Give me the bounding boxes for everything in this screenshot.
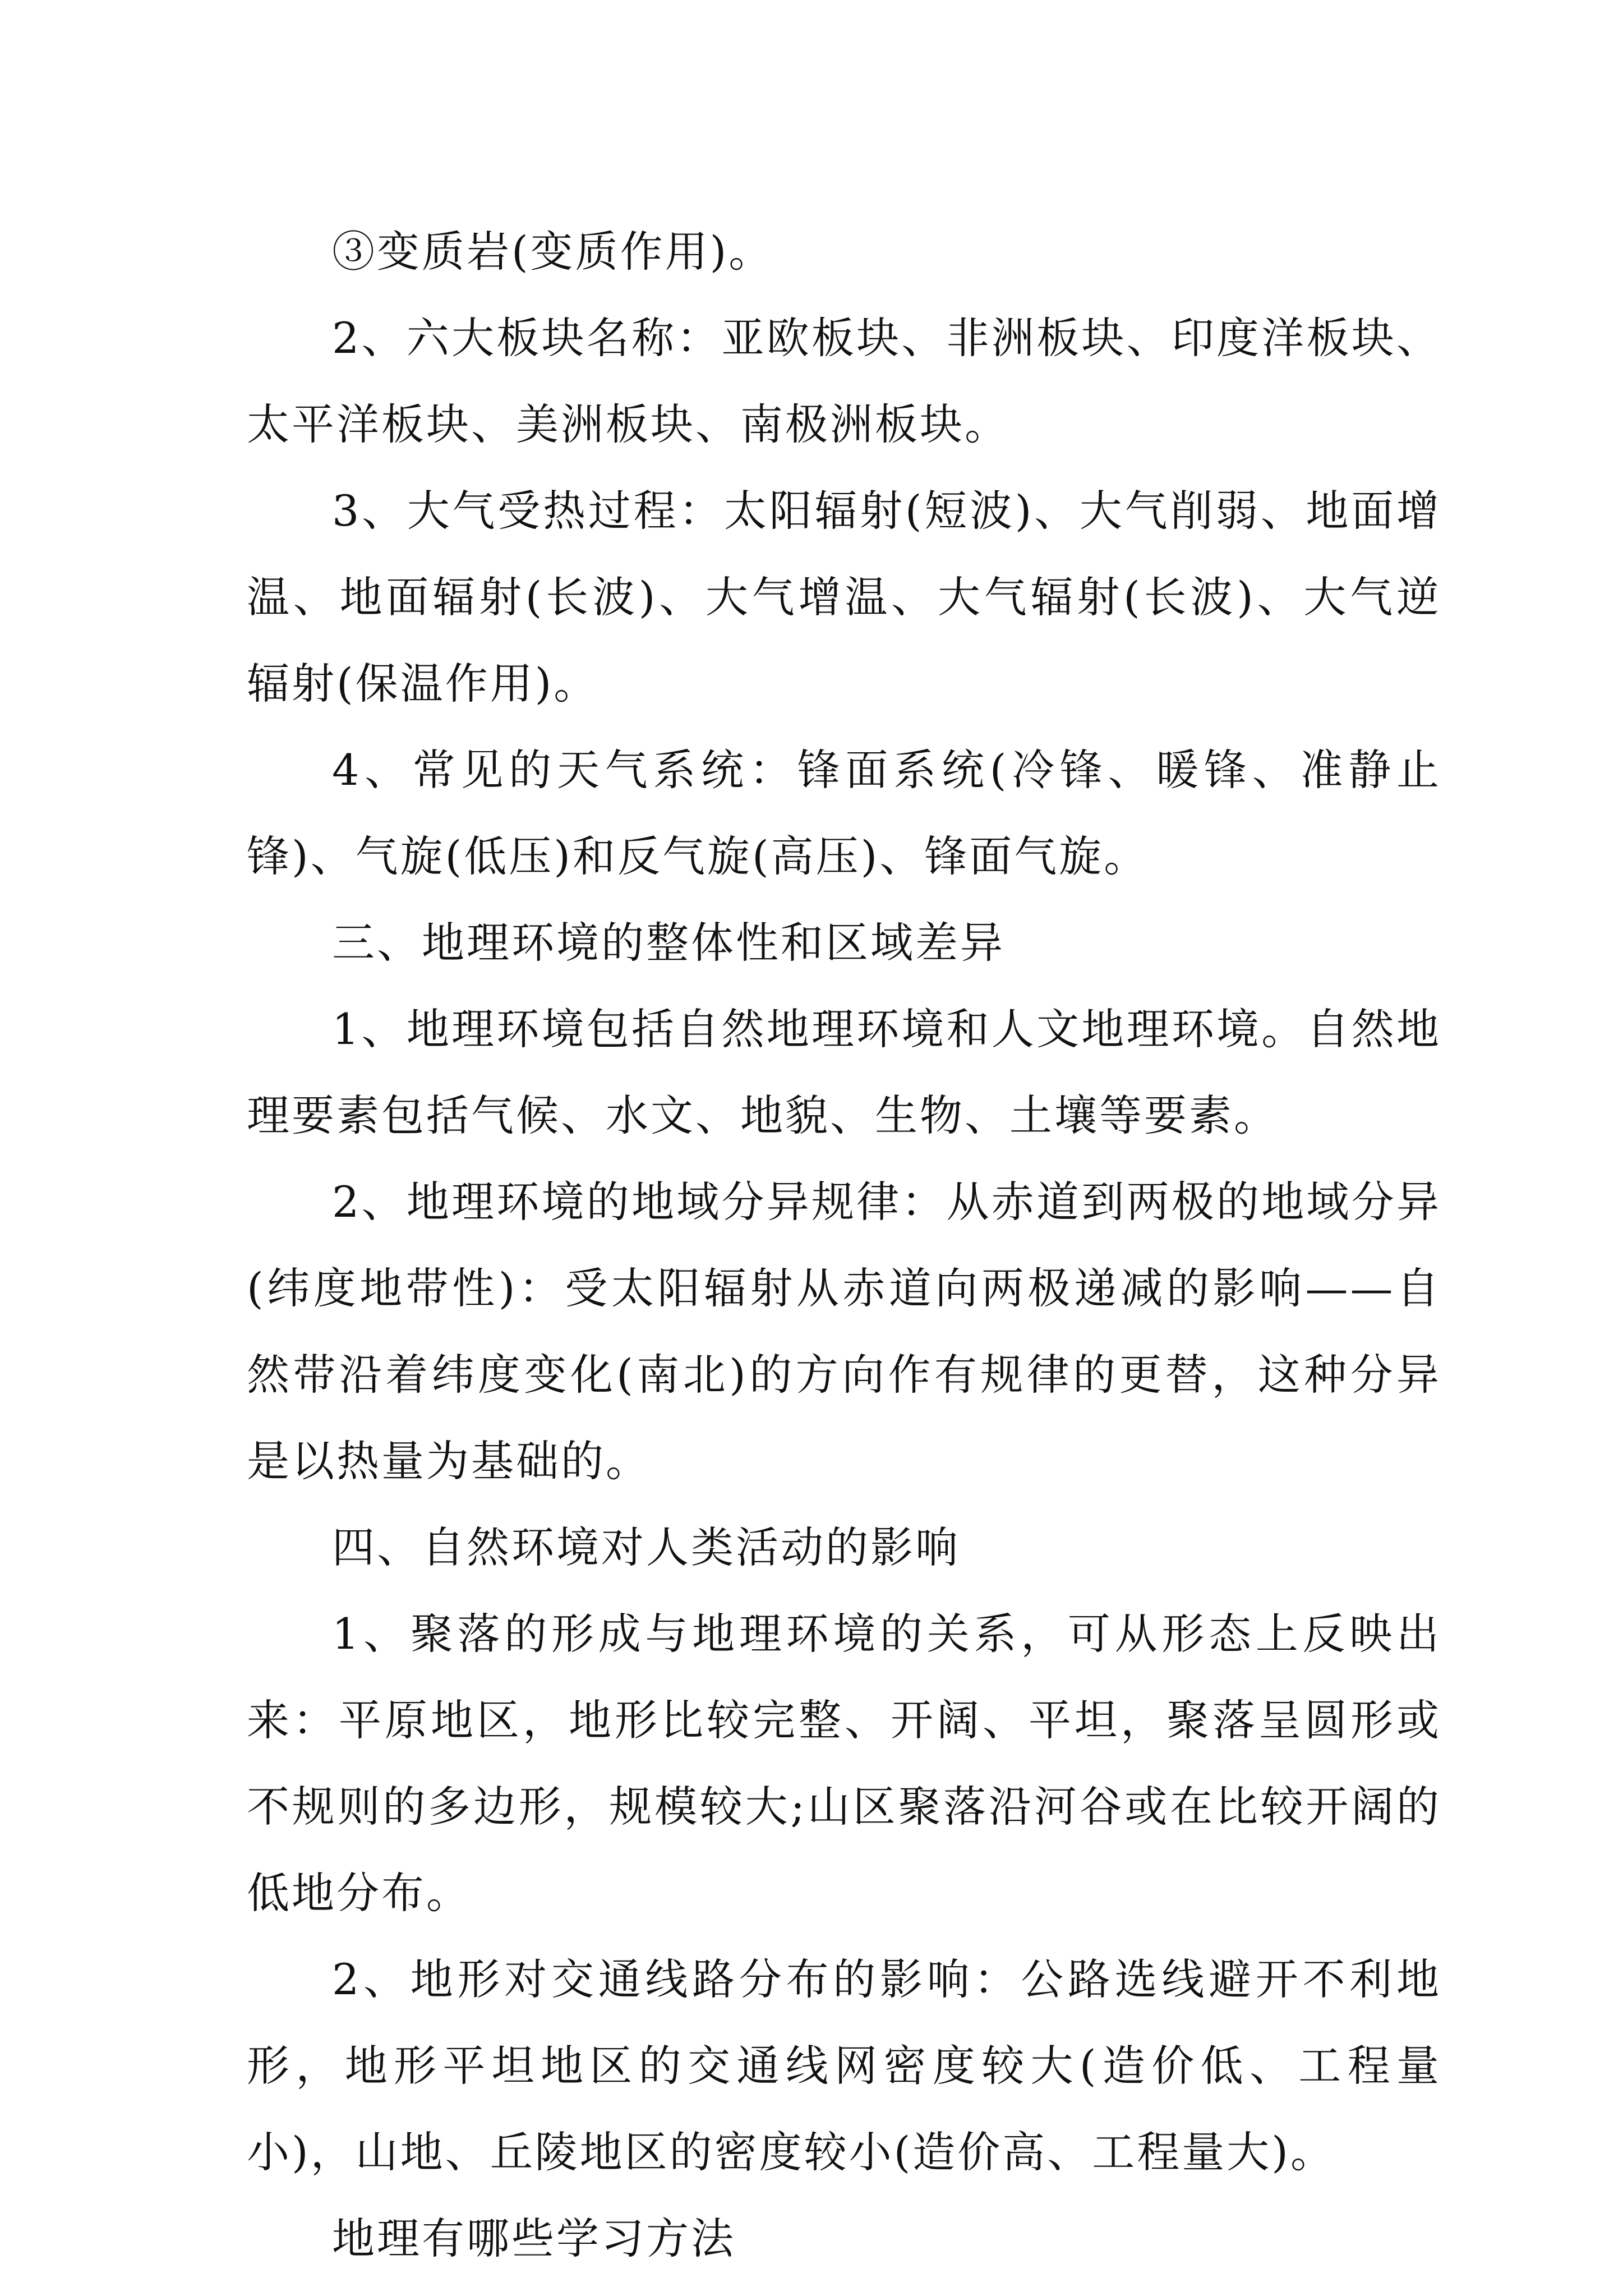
- paragraph-weather-systems: 4、常见的天气系统：锋面系统(冷锋、暖锋、准静止锋)、气旋(低压)和反气旋(高压)、锋面气旋。: [247, 745, 1441, 881]
- paragraph-study-methods: 地理有哪些学习方法: [332, 2214, 736, 2263]
- paragraph-metamorphic-rock: ③变质岩(变质作用)。: [332, 227, 774, 277]
- paragraph-atmosphere-heating: 3、大气受热过程：太阳辐射(短波)、大气削弱、地面增温、地面辐射(长波)、大气增温、大气辐射(长波)、大气逆辐射(保温作用)。: [247, 486, 1441, 708]
- paragraph-transport-lines: 2、地形对交通线路分布的影响：公路选线避开不利地形，地形平坦地区的交通线网密度较大(造价低、工程量小)，山地、丘陵地区的密度较小(造价高、工程量大)。: [247, 1954, 1441, 2177]
- section-heading-environment: 三、地理环境的整体性和区域差异: [332, 918, 1005, 968]
- paragraph-geographic-environment: 1、地理环境包括自然地理环境和人文地理环境。自然地理要素包括气候、水文、地貌、生物、土壤等要素。: [247, 1004, 1441, 1140]
- document-body: [247, 209, 1441, 2282]
- paragraph-settlements: 1、聚落的形成与地理环境的关系，可从形态上反映出来：平原地区，地形比较完整、开阔、平坦，聚落呈圆形或不规则的多边形，规模较大;山区聚落沿河谷或在比较开阔的低地分布。: [247, 1609, 1441, 1918]
- paragraph-six-plates: 2、六大板块名称：亚欧板块、非洲板块、印度洋板块、太平洋板块、美洲板块、南极洲板块。: [247, 313, 1441, 449]
- section-heading-human-activity: 四、自然环境对人类活动的影响: [332, 1522, 960, 1572]
- paragraph-zonal-differentiation: 2、地理环境的地域分异规律：从赤道到两极的地域分异(纬度地带性)：受太阳辐射从赤道向两极递减的影响——自然带沿着纬度变化(南北)的方向作有规律的更替，这种分异是以热量为基础的。: [247, 1177, 1441, 1486]
